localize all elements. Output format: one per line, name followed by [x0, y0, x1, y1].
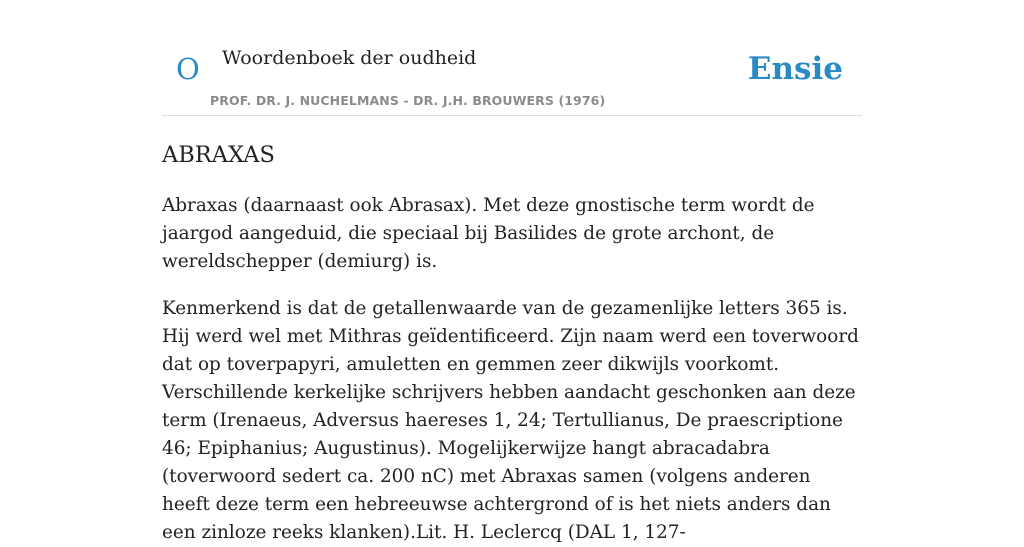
- entry-title: ABRAXAS: [162, 142, 275, 168]
- book-authors: PROF. DR. J. NUCHELMANS - DR. J.H. BROUWERS (1976): [210, 93, 606, 108]
- brand-logo-link[interactable]: Ensie: [747, 51, 843, 87]
- header: [162, 0, 862, 116]
- page: [162, 0, 862, 543]
- letter-index-link[interactable]: O: [176, 52, 200, 86]
- entry-paragraph: Abraxas (daarnaast ook Abrasax). Met deze gnostische term wordt de jaargod aangeduid, die speciaal bij Basilides de grote archont, de wereldschepper (demiurg) is.: [162, 195, 815, 272]
- book-title: Woordenboek der oudheid: [222, 47, 477, 69]
- entry-paragraph: Kenmerkend is dat de getallenwaarde van de gezamenlijke letters 365 is. Hij werd wel met Mithras geïdentificeerd. Zijn naam werd een toverwoord dat op toverpapyri, amuletten en gemmen zeer dikwijls voorkomt. Verschillende kerkelijke schrijvers hebben aandacht geschonken aan deze term (Irenaeus, Adversus haereses 1, 24; Tertullianus, De praescriptione 46; Epiphanius; Augustinus). Mogelijkerwijze hangt abracadabra (toverwoord sedert ca. 200 nC) met Abraxas samen (volgens anderen heeft deze term een hebreeuwse achtergrond of is het niets anders dan een zinloze reeks klanken).Lit. H. Leclercq (DAL 1, 127-: [162, 298, 859, 543]
